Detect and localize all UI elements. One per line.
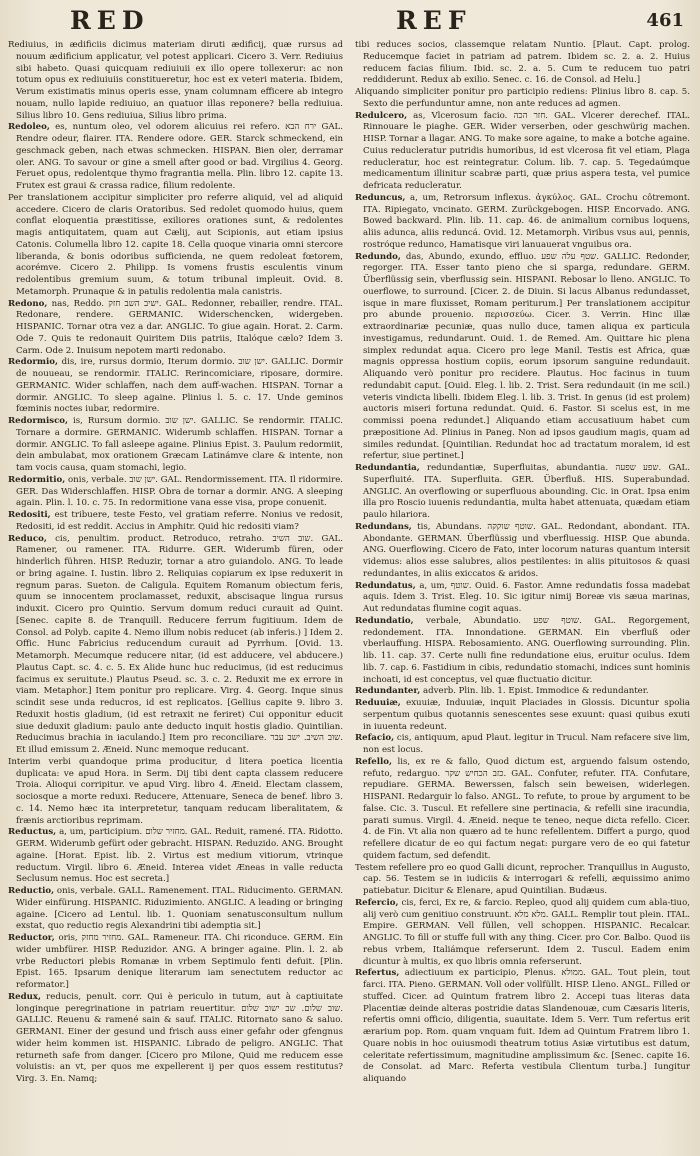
dictionary-entry (355, 698, 690, 733)
dictionary-entry (355, 252, 690, 464)
entry-text: oris, מחזיר מחזק. GAL. Rameneur. ITA. Chi riconduce. GERM. Ein wider umbfürer. HISP. Reduzidor. ANG. A bringer againe. Plin. l. 2. ab vrbe Reductori plebis Romanæ in vrbem Septimulo fenti defuit. [Plin. Epist. 165. Ipsarum denique literarum iam senectutem reductor ac reformator.] (16, 933, 343, 990)
entry-text: exuuiæ, Induuiæ, inquit Placiades in Glossis. Dicuntur spolia serpentum quibus quotannis senescentes sese exuunt: quasi quibus exuti in iuuenta redeunt. (363, 698, 690, 732)
dictionary-entry (8, 416, 343, 475)
entry-headword: Redundans, (355, 521, 412, 532)
entry-text: Per translationem accipitur simpliciter pro referre aliquid, vel ad aliquid accedere. Cicero de claris Oratoribus. Sed redolet quomodo huius, quem conflat eloquentia præstitisse, exiliores orationes sunt, & redolentes magis antiquitatem, quam aut Cælij, aut Scipionis, aut etiam ipsius Catonis. Columella libro 12. capite 18. Cella quoque vinaria omni stercore liberanda, & bonis odoribus sufficienda, ne quem redoleat fœtorem, acorémve. Cicero 2. Philipp. Is vomens frustis esculentis vinum redolentibus gremium suum, & totum tribunal impleuit. Ovid. 8. Metamorph. Prunaque & in patulis redolentia mala canistris. (8, 192, 343, 297)
right-column (355, 40, 690, 1150)
left-column (8, 40, 343, 1150)
entry-text: Rediuius, in ædificiis dicimus materiam diruti ædificij, quæ rursus ad nouum ædificium applicatur, vel potest applicari. Cicero 3. Verr. Rediuius sibi habeto. Quasi quicquam rediuiuii ex illo opere tollexerur: ac non totum opus ex rediuiuiis constitueretur, hoc est ex veteri materia. Ibidem, Verum existimatis minus operis esse, ynam columnam efficere ab integro nouam, nullo lapide rediuiuo, an quatuor illas reponere? bella rediuiua. Silius libro 10. Gens rediuiua, Silius libro prima. (8, 40, 343, 121)
entry-headword: Refello, (355, 756, 393, 767)
entry-text: es, nuntum oleo, vel odorem alicuius rei refero. ירח הבא GAL. Rendre odeur, flairer. ITA. Rendere odore. GER. Starck schmeckend, ein geschmack geben, nach etwas schmecken. HISPAN. Bien oler, derramar oler. ANG. To savour or gine a smell after good or bad. Virgilius 4. Georg. Feruet opus, redolentque thymo fragrantia mella. Plin. libro 12. capite 13. Frutex est graui & crassa radice, filium redolente. (16, 122, 343, 191)
entry-text: Aliquando simpliciter ponitur pro participio rediens: Plinius libro 8. cap. 5. Sexto die perfunduntur amne, non ante reduces ad agmen. (355, 87, 690, 109)
dictionary-entry (355, 757, 690, 863)
dictionary-entry (8, 510, 343, 534)
dictionary-entry (8, 534, 343, 757)
entry-text: onis, verbale. GALL. Ramenement. ITAL. Riducimento. GERMAN. Wider einfürung. HISPANIC. Riduzimiento. ANGLIC. A leading or bringing againe. [Cicero ad Lentul. lib. 1. Quoniam senatusconsultum nullum exstat, quo reductio regis Alexandrini tibi ademptia sit.] (16, 886, 343, 932)
entry-text: lis, ex re & fallo, Quod dictum est, arguendo falsum ostendo, refuto, redarguo. כזב הכחיש שקר. GAL. Confuter, refuter. ITA. Confutare, repudiare. GERMA. Bewerssen, falsch sein beweisen, widerlegen. HISPANI. Redarguir lo falso. ANGL. To refute, to proue by argument to be false. Cic. 3. Tuscul. Et refellere sine pertinacia, & refelli sine iracundia, parati sumus. Virgil. 4. Æneid. neque te teneo, neque dicta refello. Cicer. 4. de Fin. Vt alia non quæro ad te hunc refellentem. Differt a purgo, quod refellere dicatur de eo qui factum negat: purgare vero de eo qui fatetur quidem factum, sed defendit. (363, 756, 690, 861)
entry-text: dis, ire, rursus dormio, Iterum dormio. ישן שוב. GALLIC. Dormir de nouueau, se rendormir. ITALIC. Rerincomiciare, riposare, dormire. GERMANIC. Wider schlaffen, nach dem auff-wachen. HISPAN. Tornar a dormir. ANGLIC. To sleep againe. Plinius l. 5. c. 17. Unde geminos fœminis noctes iubar, redormire. (16, 357, 343, 415)
entry-headword: Redoleo, (8, 122, 50, 133)
dictionary-entry (8, 122, 343, 193)
entry-headword: Redundantia, (355, 463, 420, 473)
text-columns (8, 40, 690, 1150)
entry-headword: Redundo, (355, 251, 401, 262)
entry-headword: Reduco, (8, 533, 47, 544)
entry-headword: Redundatio, (355, 615, 414, 626)
entry-headword: Redux, (8, 991, 41, 1002)
dictionary-entry (8, 933, 343, 992)
entry-text: tis, Abundans. שוטף שוקקה. GAL. Redondant, abondant. ITA. Abondante. GERMAN. Überflüssig und vberfluessig. HISP. Que abunda. ANG. Ouerflowing. Cicero de Fato, inter locorum naturas quantum intersit videmus: alios esse salubres, alios pestilentes: in aliis pituitosos & quasi redundantes, in aliis exiccatos & aridos. (363, 521, 690, 579)
entry-text: Testem refellere pro eo quod Galli dicunt, reprocher. Tranquillus in Augusto, cap. 56. Testem se in iudiciis & interrogari & refelli, æquissimo animo patiebatur. Dicitur & Elenare, apud Quintilian. Budæus. (355, 862, 690, 896)
entry-headword: Reduncus, (355, 192, 406, 203)
entry-text: cis, antiquum, apud Plaut. legitur in Trucul. Nam refacere sive lim, non est locus. (363, 733, 690, 755)
entry-text: as, Vlcerosum facio. חזר הכה. GAL. Vlcerer derechef. ITAL. Rinnouare le piaghe. GER. Wider verserben, oder geschwürig machen. HISP. Tornar a llagar. ANG. To make sore againe, to make a botche againe. Cuius reducleratur putridis humoribus, id est vlcerosa fit vel etiam, Plaga reducleratur, hoc est reintegratur. Colum. lib. 7. cap. 5. Tegedaúmque medicamentum illinitur scabræ parti, quæ prius aspera testa, vel pumice defricata reducleratur. (363, 110, 690, 191)
dictionary-entry (8, 992, 343, 1086)
entry-text: verbale, Abundatio. שוטף שפע. GAL. Regorgement, redondement. ITA. Innondatione. GERMAN. Ein vberfluß oder vberlauffung. HISPA. Rebosamiento. ANG. Ouerflowing surrounding. Plin. lib. 11. cap. 37. Certe nulli fine redundatione eius, eruitur oculus. Idem lib. 7. cap. 6. Fastidium in cibis, redundatio stomachi, indices sunt hominis inchoati, id est conceptus, vel quæ fluctuatio dicitur. (363, 615, 690, 685)
entry-headword: Reduuiæ, (355, 698, 401, 708)
entry-headword: Redono, (8, 298, 48, 309)
entry-headword: Refertus, (355, 968, 400, 979)
dictionary-entry (355, 87, 690, 111)
dictionary-entry (8, 475, 343, 510)
entry-headword: Redormitio, (8, 474, 66, 485)
entry-text: nas, Reddo. ישיב השב חזק. GAL. Redonner, rebailler, rendre. ITAL. Redonare, rendere. GERMANIC. Widerschencken, widergeben. HISPANIC. Tornar otra vez a dar. ANGLIC. To giue again. Horat. 2. Carm. Ode 7. Quis te redonauit Quiritem Diis patriis, Italóque cælo? Idem 3. Carm. Ode 2. Inuisum nepotem marti redonabo. (16, 298, 343, 356)
dictionary-entry (8, 757, 343, 828)
entry-text: onis, verbale. ישן שוב. GAL. Rendormissement. ITA. Il ridormire. GER. Das Widerschlaffen. HISP. Obra de tornar a dormir. ANG. A sleeping again. Plin. l. 10. c. 75. In redormitione vana esse visa, prope conuenit. (16, 474, 343, 509)
running-header (8, 6, 690, 40)
entry-headword: Reductus, (8, 827, 57, 838)
dictionary-entry (355, 40, 690, 87)
dictionary-entry (355, 193, 690, 252)
dictionary-entry (355, 463, 690, 522)
dictionary-entry (355, 686, 690, 698)
entry-text: redundantiæ, Superfluitas, abundantia. שפע שפעה. GAL. Superfluité. ITA. Superfluita. GER. Überfluß. HIS. Superabundad. ANGLIC. An overflowing or superfluous abounding. Cic. in Orat. Ipsa enim illa pro Roscio iuuenis redundantia, multa habet attenuata, quædam etiam paulo hilariora. (363, 463, 690, 520)
dictionary-entry (8, 827, 343, 886)
dictionary-entry (8, 193, 343, 299)
dictionary-entry (8, 886, 343, 933)
dictionary-entry (355, 581, 690, 616)
entry-text: est tribuere, teste Festo, vel gratiam referre. Nonius ve redosit, Redositi, id est reddit. Accius in Amphitr. Quid hic redositi viam? (16, 510, 343, 532)
entry-headword: Refacio, (355, 733, 395, 744)
header-right-catchword: REF (396, 6, 472, 35)
dictionary-entry (355, 522, 690, 581)
entry-headword: Redundanter, (355, 686, 421, 697)
header-left-catchword: RED (70, 6, 150, 35)
entry-text: is, Rursum dormio. ישן שוב. GALLIC. Se rendormir. ITALIC. Tornare a dormire. GERMANIC. Widerumb schlaffen. HISPAN. Tornar a dormir. ANGLIC. To fall asleepe againe. Plinius Epist. 3. Paulum redormiit, dein ambulabat, mox orationem Græcam Latinámve clare & intente, non tam vocis causa, quam stomachi, legio. (16, 416, 343, 473)
entry-text: reducis, penult. corr. Qui è periculo in tutum, aut à captiuitate longinque peregrinatione in patriam reuertitur. שוב שלום. שב ישוב שלום. GALLIC. Reuenu & ramené sain & sauf. ITALIC. Ritornato sano & saluo. GERMANI. Einer der gesund und frisch auss einer gefahr oder gfengnus wider heim kommen ist. HISPANIC. Librado de peligro. ANGLIC. That returneth safe from danger. [Cicero pro Milone, Quid me reducem esse voluistis: an vt, per quos me expellerent ij per quos essem restitutus? Virg. 3. En. Namq; (16, 991, 343, 1084)
entry-text: a, um, participium. מחזיר שלום. GAL. Reduit, ramené. ITA. Ridotto. GERM. Widerumb gefürt oder gebracht. HISPAN. Reduzido. ANG. Brought againe. [Horat. Epist. lib. 2. Virtus est medium vitiorum, vtrinque reductum. Virgil. libro 6. Æneid. Interea videt Æneas in valle reducta Seclusum nemus. Hoc est secreta.] (16, 827, 343, 885)
dictionary-entry (355, 863, 690, 898)
dictionary-entry (355, 616, 690, 687)
dictionary-entry (8, 357, 343, 416)
dictionary-entry (8, 299, 343, 358)
dictionary-entry (355, 968, 690, 1086)
entry-text: adiectiuum ex participio, Plenus. ממולא. GAL. Tout plein, tout farci. ITA. Pieno. GERMAN. Voll oder vollfüllt. HISP. Lleno. ANGL. Filled or stuffed. Cicer. ad Quintum fratrem libro 2. Accepi tuas literas data Placentiæ deinde alteras postridie datas Slandenouæ, cum Cæsaris literis, refertis omni officio, diligentia, suauitate. Idem 5. Verr. Tum refertus erit ærarium pop. Rom. quam vnquam fuit. Idem ad Quintum Fratrem libro 1. Quare nobis in hoc ouiusmodi theatrum totius Asiæ virtutibus est datum, celeritate refertissimum, magnitudine amplissimum &c. [Senec. capite 16. de Consolat. ad Marc. Referta vestibula Clientum turba.] Iungitur aliquando (363, 968, 690, 1084)
entry-text: Interim verbi quandoque prima producitur, d litera poetica licentia duplicata: ve apud Hora. in Serm. Dij tibi dent capta classem reducere Troia. Alioqui corripitur. ve apud Virg. libro 4. Æneid. Electam classem, sociosque a morte reduxi. Reducere, Attenuare, Seneca de benef. libro 3. c. 14. Nemo hæc ita interpretetur, tanquam reducam liberalitatem, & frænis arctioribus reprimam. (8, 756, 343, 826)
dictionary-entry (355, 898, 690, 969)
entry-text: cis, penultim. product. Retroduco, retraho. שוב השיב. GAL. Ramener, ou ramener. ITA. Ridurre. GER. Widerumb füren, oder hinderlich führen. HISP. Reduzir, tornar a atro guiandolo. ANG. To leade or bring againe. I. Iustin. libro 2. Reliquias copiarum ex ipse reduxerit in regnum paras. Sueton. de Caligula. Equitem Romanum obiectum feris, quum se innocentem proclamasset, reduxit, abscisaque lingua rursus induxit. Cicero pro Quintio. Servum domum reduci curauit ad Quint. [Senec. capite 8. de Tranquill. Reducere ferrum fugitiuum. Idem de Consol. ad Polyb. capite 4. Nemo illum nobis reducet (ab inferis.) ] Idem 2. Offic. Hunc Fabricius reducendum curauit ad Pyrrhum. [Ovid. 13. Metamorph. Mecumque reducere nitar, (id est adducere, vel abducere.) Plautus Capt. sc. 4. c. 5. Ex Alide hunc huc reducimus, (id est reducimus facimus ex seruitute.) Plautus Pseud. sc. 3. c. 2. Reduxit me ex errore in viam. Metaphor.] Item ponitur pro replicare. Virg. 4. Georg. Inque sinus scindit sese unda reducros, id est replicatos. [Gellius capite 9. libro 3. Reduxit hostis gladium, (id est retraxit ne feriret) Cui opponitur educit siue deduxit gladium: paulo ante deducto inquit hostis gladio. Quintilian. Reducimus brachia in iaculando.] Item pro reconciliare. שוב השיב. ישב עבר. Et illud emissum 2. Æneid. Nunc memoque reducant. (16, 533, 343, 755)
entry-headword: Reductio, (8, 886, 55, 896)
entry-text: tibi reduces socios, classemque relatam Nuntio. [Plaut. Capt. prolog. Reducemque faciet in patriam ad patrem. Ibidem sc. 2. a. 2. Huius reducem facias filium. Ibid. sc. 2. a. 5. Cum te reducem tuo patri reddiderunt. Redux ab exilio. Senec. c. 16. de Consol. ad Helu.] (355, 40, 690, 86)
entry-headword: Redundatus, (355, 580, 416, 591)
entry-headword: Redulcero, (355, 110, 408, 121)
dictionary-entry (8, 40, 343, 122)
page-number: 461 (646, 10, 684, 31)
dictionary-entry (355, 111, 690, 193)
entry-text: adverb. Plin. lib. 1. Epist. Immodice & redundanter. (423, 686, 649, 697)
entry-headword: Reductor, (8, 933, 55, 943)
dictionary-entry (355, 733, 690, 757)
entry-text: das, Abundo, exundo, effluo. שטף עלה שפע. GALLIC. Redonder, regorger. ITA. Esser tanto pieno che si sparga, redundare. GERM. Überflüssig sein, vberflussig sein. HISPANI. Rebosar lo lleno. ANGLIC. To ouerflowe, to surround. [Cicer. 2. de Diuin. Si lacus Albanus redundasset, isque in mare fluxisset, Romam periturum.] Per translationem accipitur pro abunde prouenio. περισσεύω. Cicer. 3. Verrin. Hinc illæ extraordinariæ pecuniæ, quas nullo duce, tamen aliqua ex particula investigamus, redundarunt. Ouid. 1. de Remed. Am. Quittare hic plena simplex redundat aqua. Cicero pro lege Manil. Testis est Africa, quæ magnis oppressa hostium copiis, eorum ipsorum sanguine redundauit. Aliquando verò ponitur pro recidere. Plautus. Hoc facinus in tuum redundabit caput. [Ouid. Eleg. l. lib. 2. Trist. Sera redundauit (in me scil.) veteris vindicta libelli. Ibidem Eleg. l. lib. 3. Trist. In genus (id est prolem) auctoris miseri fortuna redundat. Quid. 6. Fastor. Si scelus est, in me commissi poena redundet.] Aliquando etiam accusatiuum habet cum præpositione Ad. Plinius in Paneg. Non ad ipsos gaudium magis, quam ad similes redundat. [Quintilian. Redundat hoc ad tractatum moralem, id est refertur, siue pertinet.] (363, 251, 690, 462)
entry-headword: Refercio, (355, 897, 399, 908)
entry-text: a, um, שוטף. Ouid. 6. Fastor. Amne redundatis fossa madebat aquis. Idem 3. Trist. Eleg. 10. Sic igitur nimij Boreæ vis sæua marinas, Aut redundatas flumine cogit aquas. (363, 580, 690, 614)
entry-headword: Redormio, (8, 357, 58, 368)
entry-text: a, um, Retrorsum inflexus. ἀγκύλος. GAL. Crochu côtremont. ITA. Ripiegato, vncinato. GERM. Zurückgebogen. HISP. Encorvado. ANG. Bowed backward. Plin. lib. 11. cap. 46. de animalium cornibus loquens, aliis adunca, aliis reduncá. Ovid. 12. Metamorph. Viribus vsus aui, pennis, rostróque redunco, Hamatisque viri lanuauerat vnguibus ora. (363, 192, 690, 250)
entry-headword: Redositi, (8, 510, 51, 520)
entry-text: cis, ferci, Ex re, & farcio. Repleo, quod alij quidem cum abla-tiuo, alij verò cum genitiuo construunt. מלא מלא. GALL. Remplir tout plein. ITAL. Empire. GERMAN. Vell füllen, vell schoppen. HISPANIC. Recalcar. ANGLIC. To fill or stuffe full with any thing. Cicer. pro Cor. Balbo. Quod iis rebus vrbem, Italiámque referserunt. Idem 2. Tuscul. Eadem enim dicuntur à multis, ex quo libris omnia referserunt. (363, 897, 690, 967)
entry-headword: Redormisco, (8, 416, 69, 426)
